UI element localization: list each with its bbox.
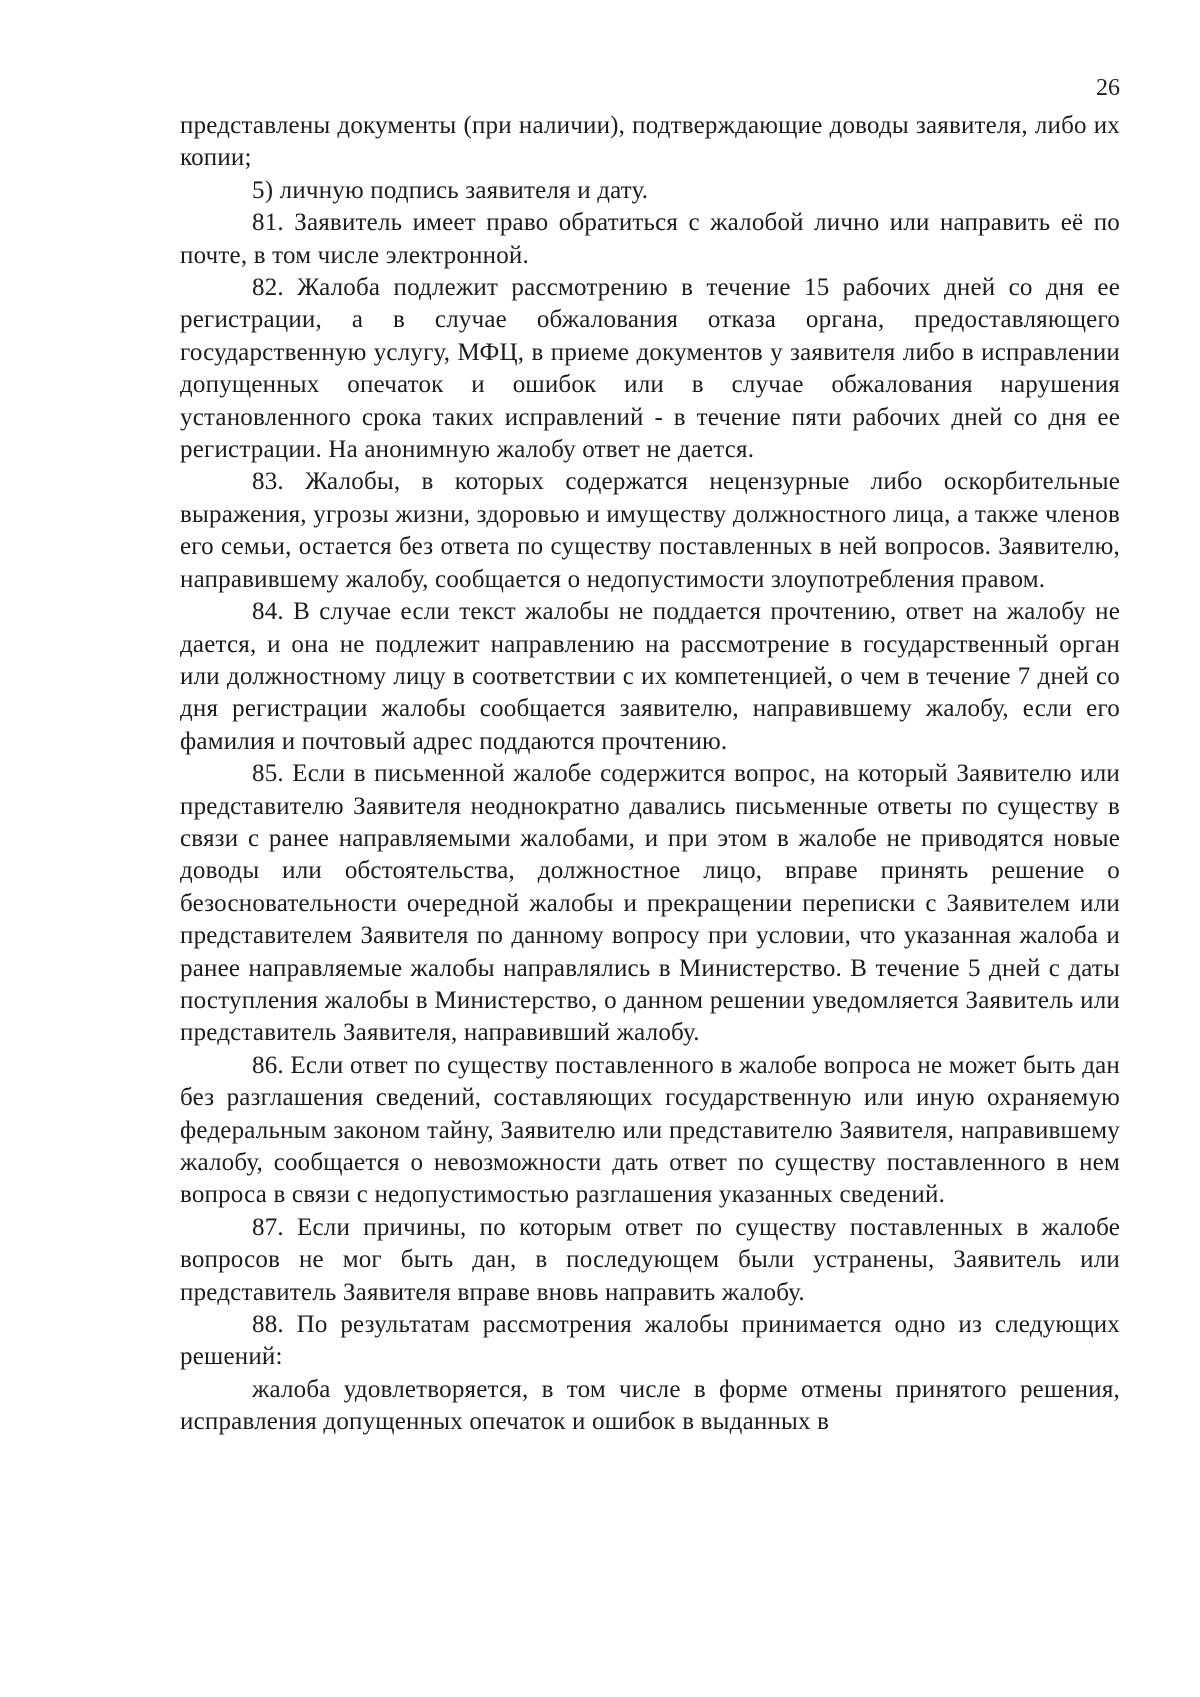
paragraph-item-5: 5) личную подпись заявителя и дату. xyxy=(252,176,649,204)
paragraph-86: 86. Если ответ по существу поставленного в жалобе вопроса не может быть дан без разглашения сведений, составляющих государственную или иную охраняемую федеральным законом тайну, Заявителю или представителю Заявителя, направившему жалобу, сообщается о невозможности дать ответ по существу поставленного в нем вопроса в связи с недопустимостью разглашения указанных сведений. xyxy=(180,1051,1120,1209)
paragraph-84: 84. В случае если текст жалобы не поддается прочтению, ответ на жалобу не дается, и она не подлежит направлению на рассмотрение в государственный орган или должностному лицу в соответствии с их компетенцией, о чем в течение 7 дней со дня регистрации жалобы сообщается заявителю, направившему жалобу, если его фамилия и почтовый адрес поддаются прочтению. xyxy=(180,598,1120,755)
paragraph-83: 83. Жалобы, в которых содержатся нецензурные либо оскорбительные выражения, угрозы жизни, здоровью и имуществу должностного лица, а также членов его семьи, остается без ответа по существу поставленных в ней вопросов. Заявителю, направившему жалобу, сообщается о недопустимости злоупотребления правом. xyxy=(180,468,1120,593)
document-body xyxy=(180,110,1120,1439)
paragraph-88-option-1: жалоба удовлетворяется, в том числе в форме отмены принятого решения, исправления допущенных опечаток и ошибок в выданных в xyxy=(180,1375,1120,1436)
paragraph-82: 82. Жалоба подлежит рассмотрению в течение 15 рабочих дней со дня ее регистрации, а в случае обжалования отказа органа, предоставляющего государственную услугу, МФЦ, в приеме документов у заявителя либо в исправлении допущенных опечаток и ошибок или в случае обжалования нарушения установленного срока таких исправлений - в течение пяти рабочих дней со дня ее регистрации. На анонимную жалобу ответ не дается. xyxy=(180,274,1120,464)
paragraph-87: 87. Если причины, по которым ответ по существу поставленных в жалобе вопросов не мог быть дан, в последующем были устранены, Заявитель или представитель Заявителя вправе вновь направить жалобу. xyxy=(180,1213,1120,1306)
page-number: 26 xyxy=(1096,75,1120,101)
paragraph-85: 85. Если в письменной жалобе содержится вопрос, на который Заявителю или представителю Заявителя неоднократно давались письменные ответы по существу в связи с ранее направляемыми жалобами, и при этом в жалобе не приводятся новые доводы или обстоятельства, должностное лицо, вправе принять решение о безосновательности очередной жалобы и прекращении переписки с Заявителем или представителем Заявителя по данному вопросу при условии, что указанная жалоба и ранее направляемые жалобы направлялись в Министерство. В течение 5 дней с даты поступления жалобы в Министерство, о данном решении уведомляется Заявитель или представитель Заявителя, направивший жалобу. xyxy=(180,760,1120,1047)
paragraph-81: 81. Заявитель имеет право обратиться с жалобой лично или направить её по почте, в том числе электронной. xyxy=(180,209,1120,269)
paragraph-continuation: представлены документы (при наличии), подтверждающие доводы заявителя, либо их копии; xyxy=(180,112,1120,172)
paragraph-88: 88. По результатам рассмотрения жалобы принимается одно из следующих решений: xyxy=(180,1311,1120,1371)
